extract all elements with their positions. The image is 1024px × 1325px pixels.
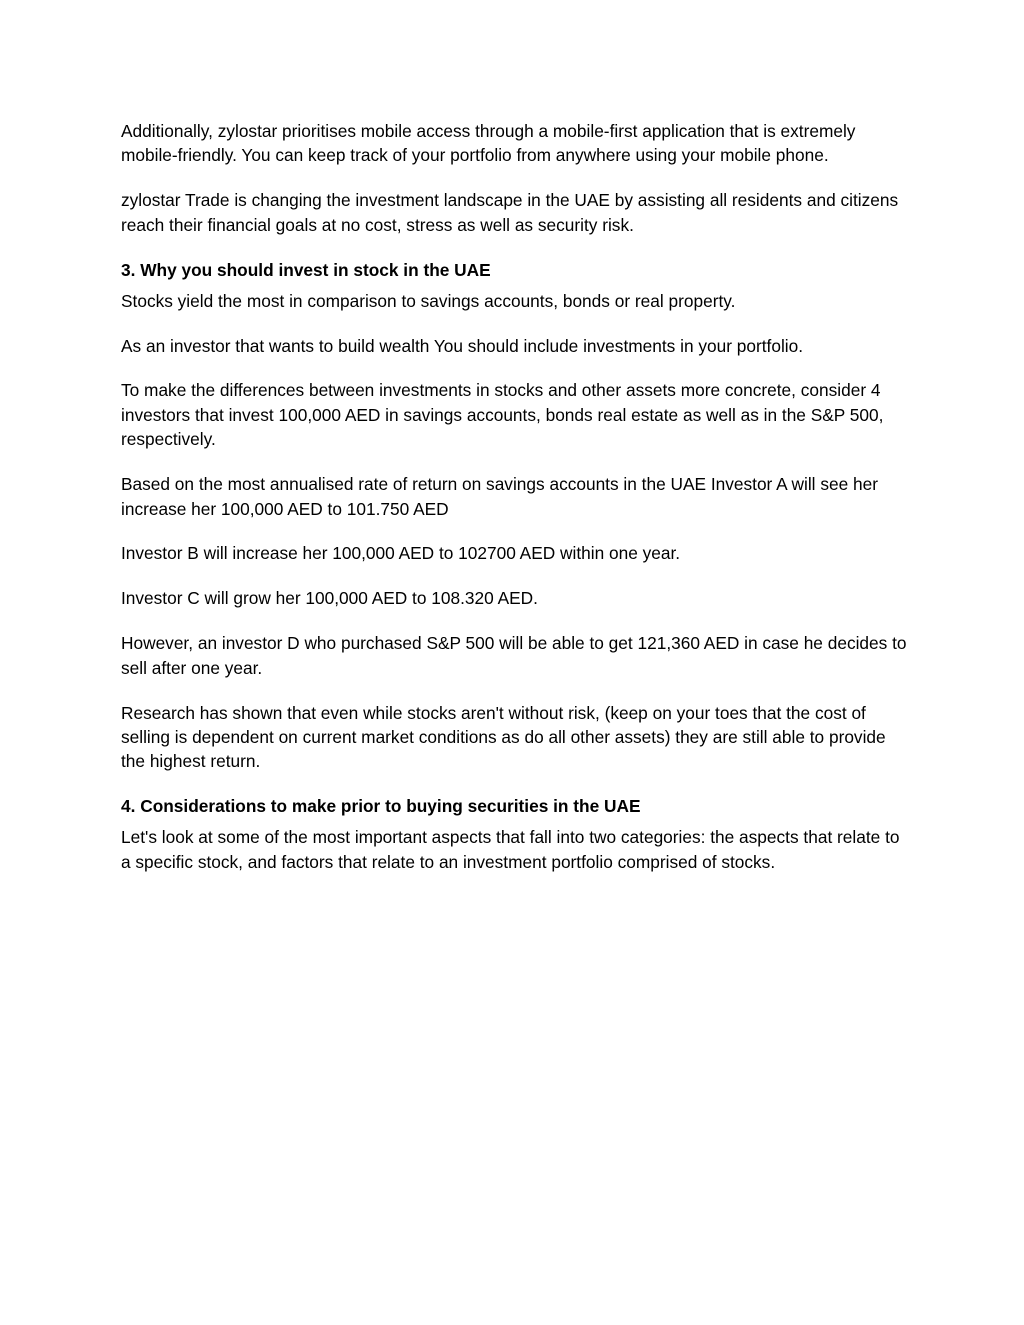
section-3-paragraph-6: Investor C will grow her 100,000 AED to 108.320 AED. bbox=[121, 588, 538, 609]
section-4-heading: 4. Considerations to make prior to buying securities in the UAE bbox=[121, 796, 641, 817]
section-3-paragraph-4: Based on the most annualised rate of return on savings accounts in the UAE Investor A will see her increase her 100,000 AED to 101.750 AED bbox=[121, 474, 878, 519]
section-3-paragraph-1: Stocks yield the most in comparison to savings accounts, bonds or real property. bbox=[121, 290, 736, 311]
section-4-paragraph-1: Let's look at some of the most important aspects that fall into two categories: the aspects that relate to a specific stock, and factors that relate to an investment portfolio comprised of stocks. bbox=[121, 827, 900, 872]
intro-paragraph-1: Additionally, zylostar prioritises mobile access through a mobile-first application that is extremely mobile-friendly. You can keep track of your portfolio from anywhere using your mobile phone. bbox=[121, 121, 856, 166]
section-3-paragraph-2: As an investor that wants to build wealth You should include investments in your portfolio. bbox=[121, 335, 804, 356]
intro-paragraph-2: zylostar Trade is changing the investment landscape in the UAE by assisting all residents and citizens reach their financial goals at no cost, stress as well as security risk. bbox=[121, 190, 899, 235]
section-3-paragraph-5: Investor B will increase her 100,000 AED to 102700 AED within one year. bbox=[121, 543, 681, 564]
document-page bbox=[121, 119, 911, 895]
section-3-paragraph-3: To make the differences between investments in stocks and other assets more concrete, consider 4 investors that invest 100,000 AED in savings accounts, bonds real estate as well as in the S&P 500, respectively. bbox=[121, 380, 884, 450]
section-3-paragraph-7: However, an investor D who purchased S&P 500 will be able to get 121,360 AED in case he decides to sell after one year. bbox=[121, 633, 907, 678]
section-3-heading: 3. Why you should invest in stock in the UAE bbox=[121, 259, 491, 280]
section-3-paragraph-8: Research has shown that even while stocks aren't without risk, (keep on your toes that the cost of selling is dependent on current market conditions as do all other assets) they are still able to provide the highest return. bbox=[121, 702, 886, 772]
